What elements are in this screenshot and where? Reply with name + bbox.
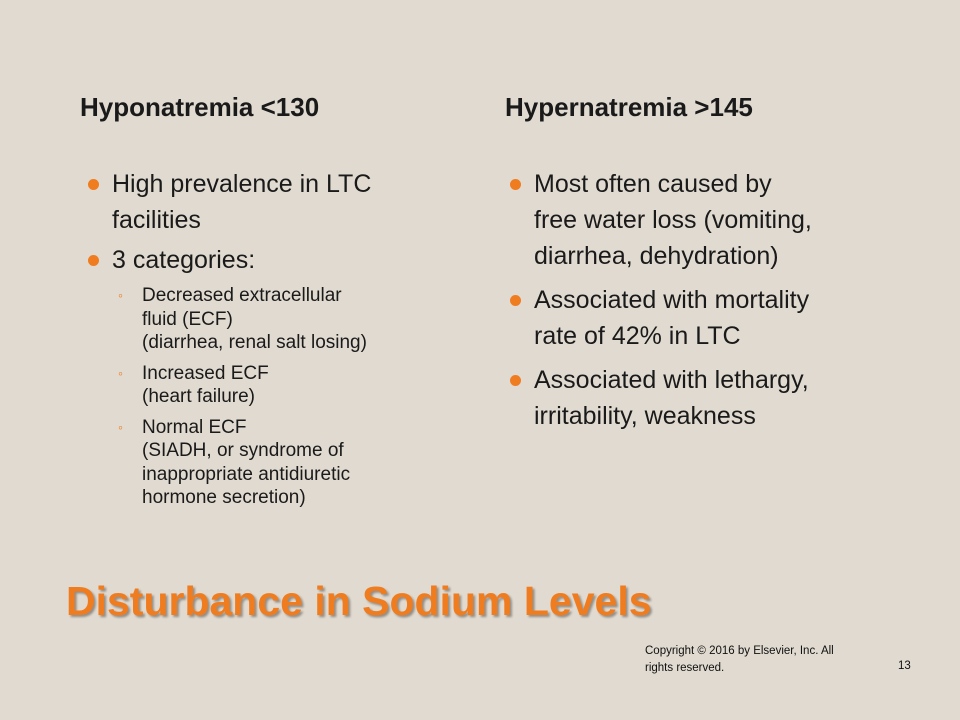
bullet-dot-icon: [88, 179, 99, 190]
bullet-item: [510, 166, 910, 274]
bullet-item: [88, 166, 468, 238]
sub-bullet-text-line: Increased ECF: [142, 362, 269, 384]
sub-bullet-text-line: Normal ECF: [142, 416, 247, 438]
sub-bullet-text-line: fluid (ECF): [142, 308, 233, 330]
sub-bullet-list: [112, 284, 468, 510]
bullet-item: [510, 282, 910, 354]
bullet-dot-icon: [510, 179, 521, 190]
right-bullet-list: [510, 166, 910, 442]
left-column-heading: Hyponatremia <130: [80, 92, 320, 122]
bullet-text-line: Most often caused by: [534, 170, 772, 198]
bullet-dot-icon: [510, 375, 521, 386]
bullet-dot-icon: [88, 255, 99, 266]
sub-bullet-item: [88, 416, 468, 510]
bullet-item: [88, 242, 468, 510]
hollow-circle-bullet-icon: ◦: [118, 418, 123, 435]
bullet-text-line: free water loss (vomiting,: [534, 206, 812, 234]
hollow-circle-bullet-icon: ◦: [118, 287, 123, 303]
sub-bullet-text-line: (heart failure): [142, 386, 255, 407]
bullet-text-line: Associated with lethargy,: [534, 366, 809, 394]
hollow-circle-bullet-icon: ◦: [118, 364, 123, 381]
page-number: 13: [898, 660, 911, 672]
sub-bullet-item: [88, 284, 468, 355]
right-column-heading: Hypernatremia >145: [505, 92, 753, 122]
bullet-text-line: irritability, weakness: [534, 402, 756, 430]
sub-bullet-text-line: (SIADH, or syndrome of: [142, 440, 344, 461]
bullet-text-line: diarrhea, dehydration): [534, 242, 779, 270]
bullet-item: [510, 362, 910, 434]
bullet-text-line: rate of 42% in LTC: [534, 322, 741, 350]
sub-bullet-text-line: inappropriate antidiuretic: [142, 463, 351, 485]
slide-title: Disturbance in Sodium Levels: [66, 578, 652, 624]
bullet-text-line: High prevalence in LTC: [112, 170, 372, 198]
bullet-dot-icon: [510, 295, 521, 306]
bullet-text-line: facilities: [112, 206, 201, 234]
copyright-line: rights reserved.: [645, 662, 725, 674]
sub-bullet-text-line: Decreased extracellular: [142, 285, 342, 306]
bullet-text-line: 3 categories:: [112, 246, 256, 274]
left-bullet-list: [88, 166, 468, 517]
copyright-notice: [645, 643, 834, 677]
sub-bullet-text-line: hormone secretion): [142, 487, 306, 508]
sub-bullet-item: [88, 362, 468, 409]
bullet-text-line: Associated with mortality: [534, 286, 810, 314]
sub-bullet-text-line: (diarrhea, renal salt losing): [142, 332, 367, 353]
copyright-line: Copyright © 2016 by Elsevier, Inc. All: [645, 645, 834, 657]
